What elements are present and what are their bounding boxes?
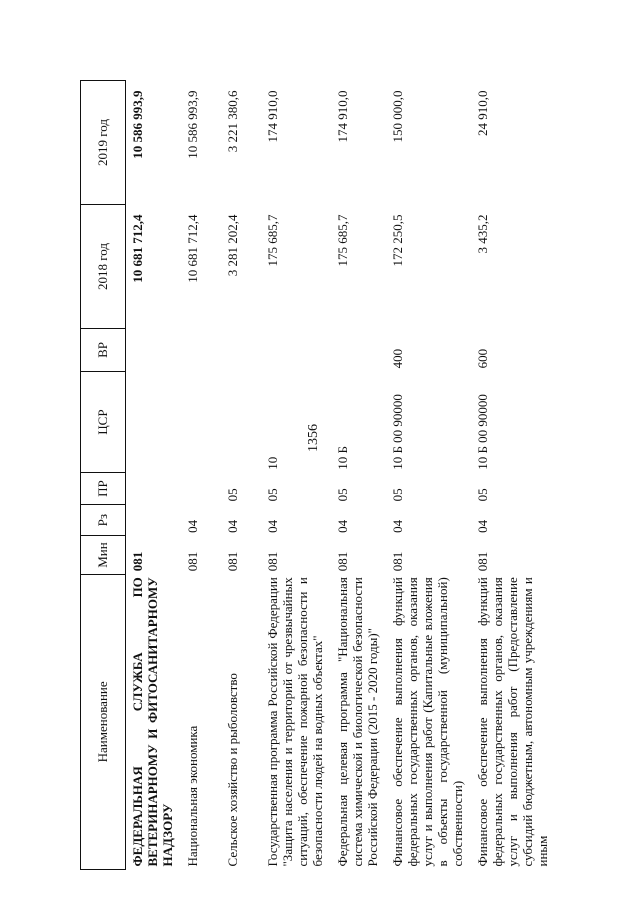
cell-min: 081 bbox=[390, 551, 405, 572]
cell-csr: 10 bbox=[265, 456, 280, 470]
header-csr: ЦСР bbox=[81, 371, 126, 472]
cell-rz: 04 bbox=[335, 519, 350, 533]
cell-name: Сельское хозяйство и рыболовство bbox=[225, 673, 240, 867]
cell-vr bbox=[331, 329, 386, 372]
cell-pr: 05 bbox=[390, 488, 405, 502]
table-row bbox=[126, 81, 182, 870]
cell-min: 081 bbox=[225, 551, 240, 572]
cell-2018: 10 681 712,4 bbox=[185, 214, 200, 283]
cell-name: Финансовое обеспечение выполнения функций федеральных государственных органов, оказания услуг и выполнения работ (Предоставление субсидий бюджетным, автономным учреждениям и иным bbox=[475, 577, 550, 867]
cell-2019: 174 910,0 bbox=[265, 90, 280, 143]
table-row bbox=[471, 81, 556, 870]
cell-rz: 04 bbox=[390, 519, 405, 533]
cell-2018: 3 281 202,4 bbox=[225, 214, 240, 277]
cell-name: Государственная программа Российской Федерации "Защита населения и территорий от чрезвычайных ситуаций, обеспечение пожарной безопасности и безопасности людей на водных объектах" bbox=[265, 577, 325, 867]
cell-min: 081 bbox=[475, 551, 490, 572]
cell-min: 081 bbox=[265, 551, 280, 572]
table-row bbox=[261, 81, 331, 870]
page-number: 1356 bbox=[306, 424, 321, 452]
cell-rz: 04 bbox=[265, 519, 280, 533]
header-2018: 2018 год bbox=[81, 205, 126, 329]
cell-2018: 3 435,2 bbox=[475, 214, 490, 254]
cell-2019: 174 910,0 bbox=[335, 90, 350, 143]
cell-rz bbox=[126, 504, 182, 536]
cell-name: Финансовое обеспечение выполнения функций федеральных государственных органов, оказания услуг и выполнения работ (Капитальные вложения в объекты государственной (муниципальной) собственности) bbox=[390, 577, 465, 867]
cell-pr bbox=[181, 473, 221, 505]
cell-pr: 05 bbox=[335, 488, 350, 502]
cell-vr bbox=[181, 329, 221, 372]
cell-2019: 24 910,0 bbox=[475, 90, 490, 136]
cell-min: 081 bbox=[335, 551, 350, 572]
cell-pr: 05 bbox=[265, 488, 280, 502]
cell-vr bbox=[126, 329, 182, 372]
table-row bbox=[386, 81, 471, 870]
header-rz: Рз bbox=[81, 504, 126, 536]
cell-vr: 400 bbox=[390, 348, 405, 369]
budget-table bbox=[80, 80, 556, 870]
cell-rz: 04 bbox=[475, 519, 490, 533]
cell-2019: 10 586 993,9 bbox=[130, 90, 145, 159]
cell-2018: 175 685,7 bbox=[265, 214, 280, 267]
cell-csr bbox=[221, 371, 261, 472]
header-name: Наименование bbox=[81, 574, 126, 869]
cell-vr bbox=[221, 329, 261, 372]
cell-rz: 04 bbox=[225, 519, 240, 533]
cell-csr: 10 Б bbox=[335, 446, 350, 470]
cell-2018: 175 685,7 bbox=[335, 214, 350, 267]
cell-csr bbox=[181, 371, 221, 472]
cell-2019: 150 000,0 bbox=[390, 90, 405, 143]
cell-pr bbox=[126, 473, 182, 505]
table-row bbox=[221, 81, 261, 870]
cell-csr bbox=[126, 371, 182, 472]
cell-name: Национальная экономика bbox=[185, 725, 200, 867]
cell-name: Федеральная целевая программа "Национальная система химической и биологической безопасности Российской Федерации (2015 - 2020 годы)" bbox=[335, 577, 380, 867]
cell-2019: 3 221 380,6 bbox=[225, 90, 240, 153]
cell-min: 081 bbox=[185, 551, 200, 572]
header-min: Мин bbox=[81, 536, 126, 574]
cell-min: 081 bbox=[130, 551, 145, 572]
cell-vr: 600 bbox=[475, 348, 490, 369]
cell-pr: 05 bbox=[225, 488, 240, 502]
header-vr: ВР bbox=[81, 329, 126, 372]
cell-pr: 05 bbox=[475, 488, 490, 502]
budget-table-rotated bbox=[80, 80, 620, 870]
cell-vr bbox=[261, 329, 331, 372]
table-row bbox=[331, 81, 386, 870]
cell-2018: 10 681 712,4 bbox=[130, 214, 145, 283]
table-row bbox=[181, 81, 221, 870]
header-pr: ПР bbox=[81, 473, 126, 505]
cell-name: ФЕДЕРАЛЬНАЯ СЛУЖБА ПО ВЕТЕРИНАРНОМУ И ФИТОСАНИТАРНОМУ НАДЗОРУ bbox=[130, 577, 175, 867]
cell-rz: 04 bbox=[185, 519, 200, 533]
cell-2018: 172 250,5 bbox=[390, 214, 405, 267]
table-header-row bbox=[81, 81, 126, 870]
cell-2019: 10 586 993,9 bbox=[185, 90, 200, 159]
cell-csr: 10 Б 00 90000 bbox=[475, 394, 490, 470]
header-2019: 2019 год bbox=[81, 81, 126, 205]
cell-csr: 10 Б 00 90000 bbox=[390, 394, 405, 470]
